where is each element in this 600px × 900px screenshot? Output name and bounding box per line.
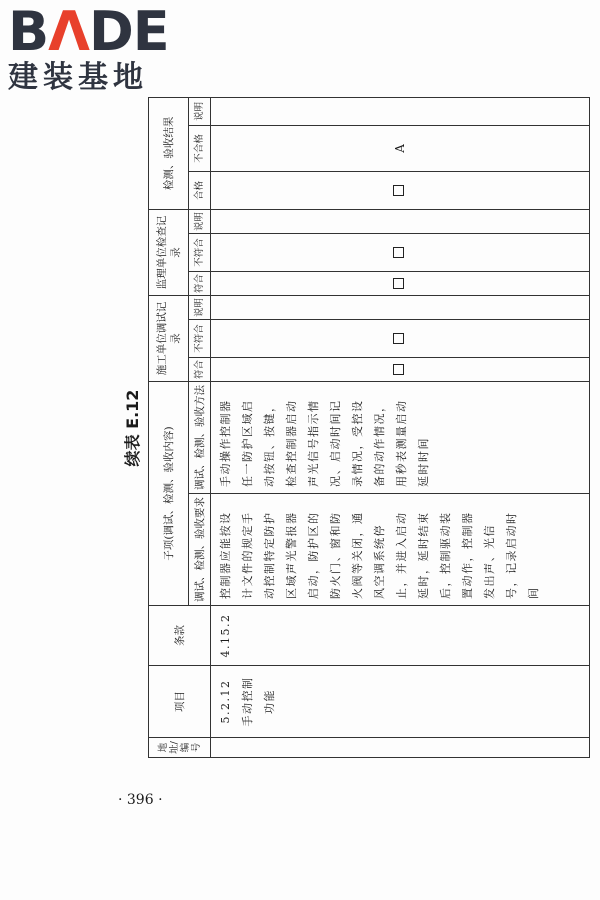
rotated-table-page — [118, 98, 590, 758]
header-inspection: 检测、验收结果 — [149, 97, 189, 209]
inspection-table — [148, 97, 590, 758]
header-conform: 符合 — [189, 271, 211, 295]
table-title: 续表 E.12 — [123, 389, 142, 467]
cell-location — [211, 738, 590, 758]
header-requirement: 调试、检测、验收要求 — [189, 494, 211, 606]
cell-item: 5.2.12 手动控制功能 — [211, 666, 590, 738]
result-mark: A — [211, 125, 590, 171]
header-unqualified: 不合格 — [189, 125, 211, 171]
page-number: · 396 · — [118, 792, 163, 808]
logo-wordmark: BΛDE — [8, 0, 169, 63]
header-construction: 施工单位调试记录 — [149, 295, 189, 381]
cell-method: 手动操作控制器任一防护区域启动按钮、按键，检查控制器启动声光信号指示情况、启动时间记录情况，受控设备的动作情况，用秒表测量启动延时时间 — [211, 381, 590, 493]
header-note: 说明 — [189, 295, 211, 319]
header-qualified: 合格 — [189, 171, 211, 209]
cell-supervision-note — [211, 209, 590, 233]
header-location: 地址/编号 — [149, 738, 211, 758]
header-supervision: 监理单位检查记录 — [149, 209, 189, 295]
header-note: 说明 — [189, 97, 211, 125]
checkbox-construction-conform[interactable] — [211, 357, 590, 381]
cell-requirement: 控制器应能按设计文件的规定手动控制特定防护区域声光警报器启动，防护区的防火门、窗和防火阀等关闭，通风空调系统停止，并进入启动延时，延时结束后，控制驱动装置动作，控制器发出声、光信号，记录启动时间 — [211, 494, 590, 606]
checkbox-inspection-qualified[interactable] — [211, 171, 590, 209]
header-item: 项目 — [149, 666, 211, 738]
header-note: 说明 — [189, 209, 211, 233]
header-subitem: 子项(调试、检测、验收内容) — [149, 381, 189, 605]
header-nonconform: 不符合 — [189, 233, 211, 271]
header-method: 调试、检测、验收方法 — [189, 381, 211, 493]
header-conform: 符合 — [189, 357, 211, 381]
header-clause: 条款 — [149, 606, 211, 666]
checkbox-construction-nonconform[interactable] — [211, 319, 590, 357]
checkbox-supervision-nonconform[interactable] — [211, 233, 590, 271]
header-nonconform: 不符合 — [189, 319, 211, 357]
cell-clause: 4.15.2 — [211, 606, 590, 666]
cell-inspection-note — [211, 97, 590, 125]
logo-subtitle: 建装基地 — [8, 60, 148, 95]
cell-construction-note — [211, 295, 590, 319]
checkbox-supervision-conform[interactable] — [211, 271, 590, 295]
